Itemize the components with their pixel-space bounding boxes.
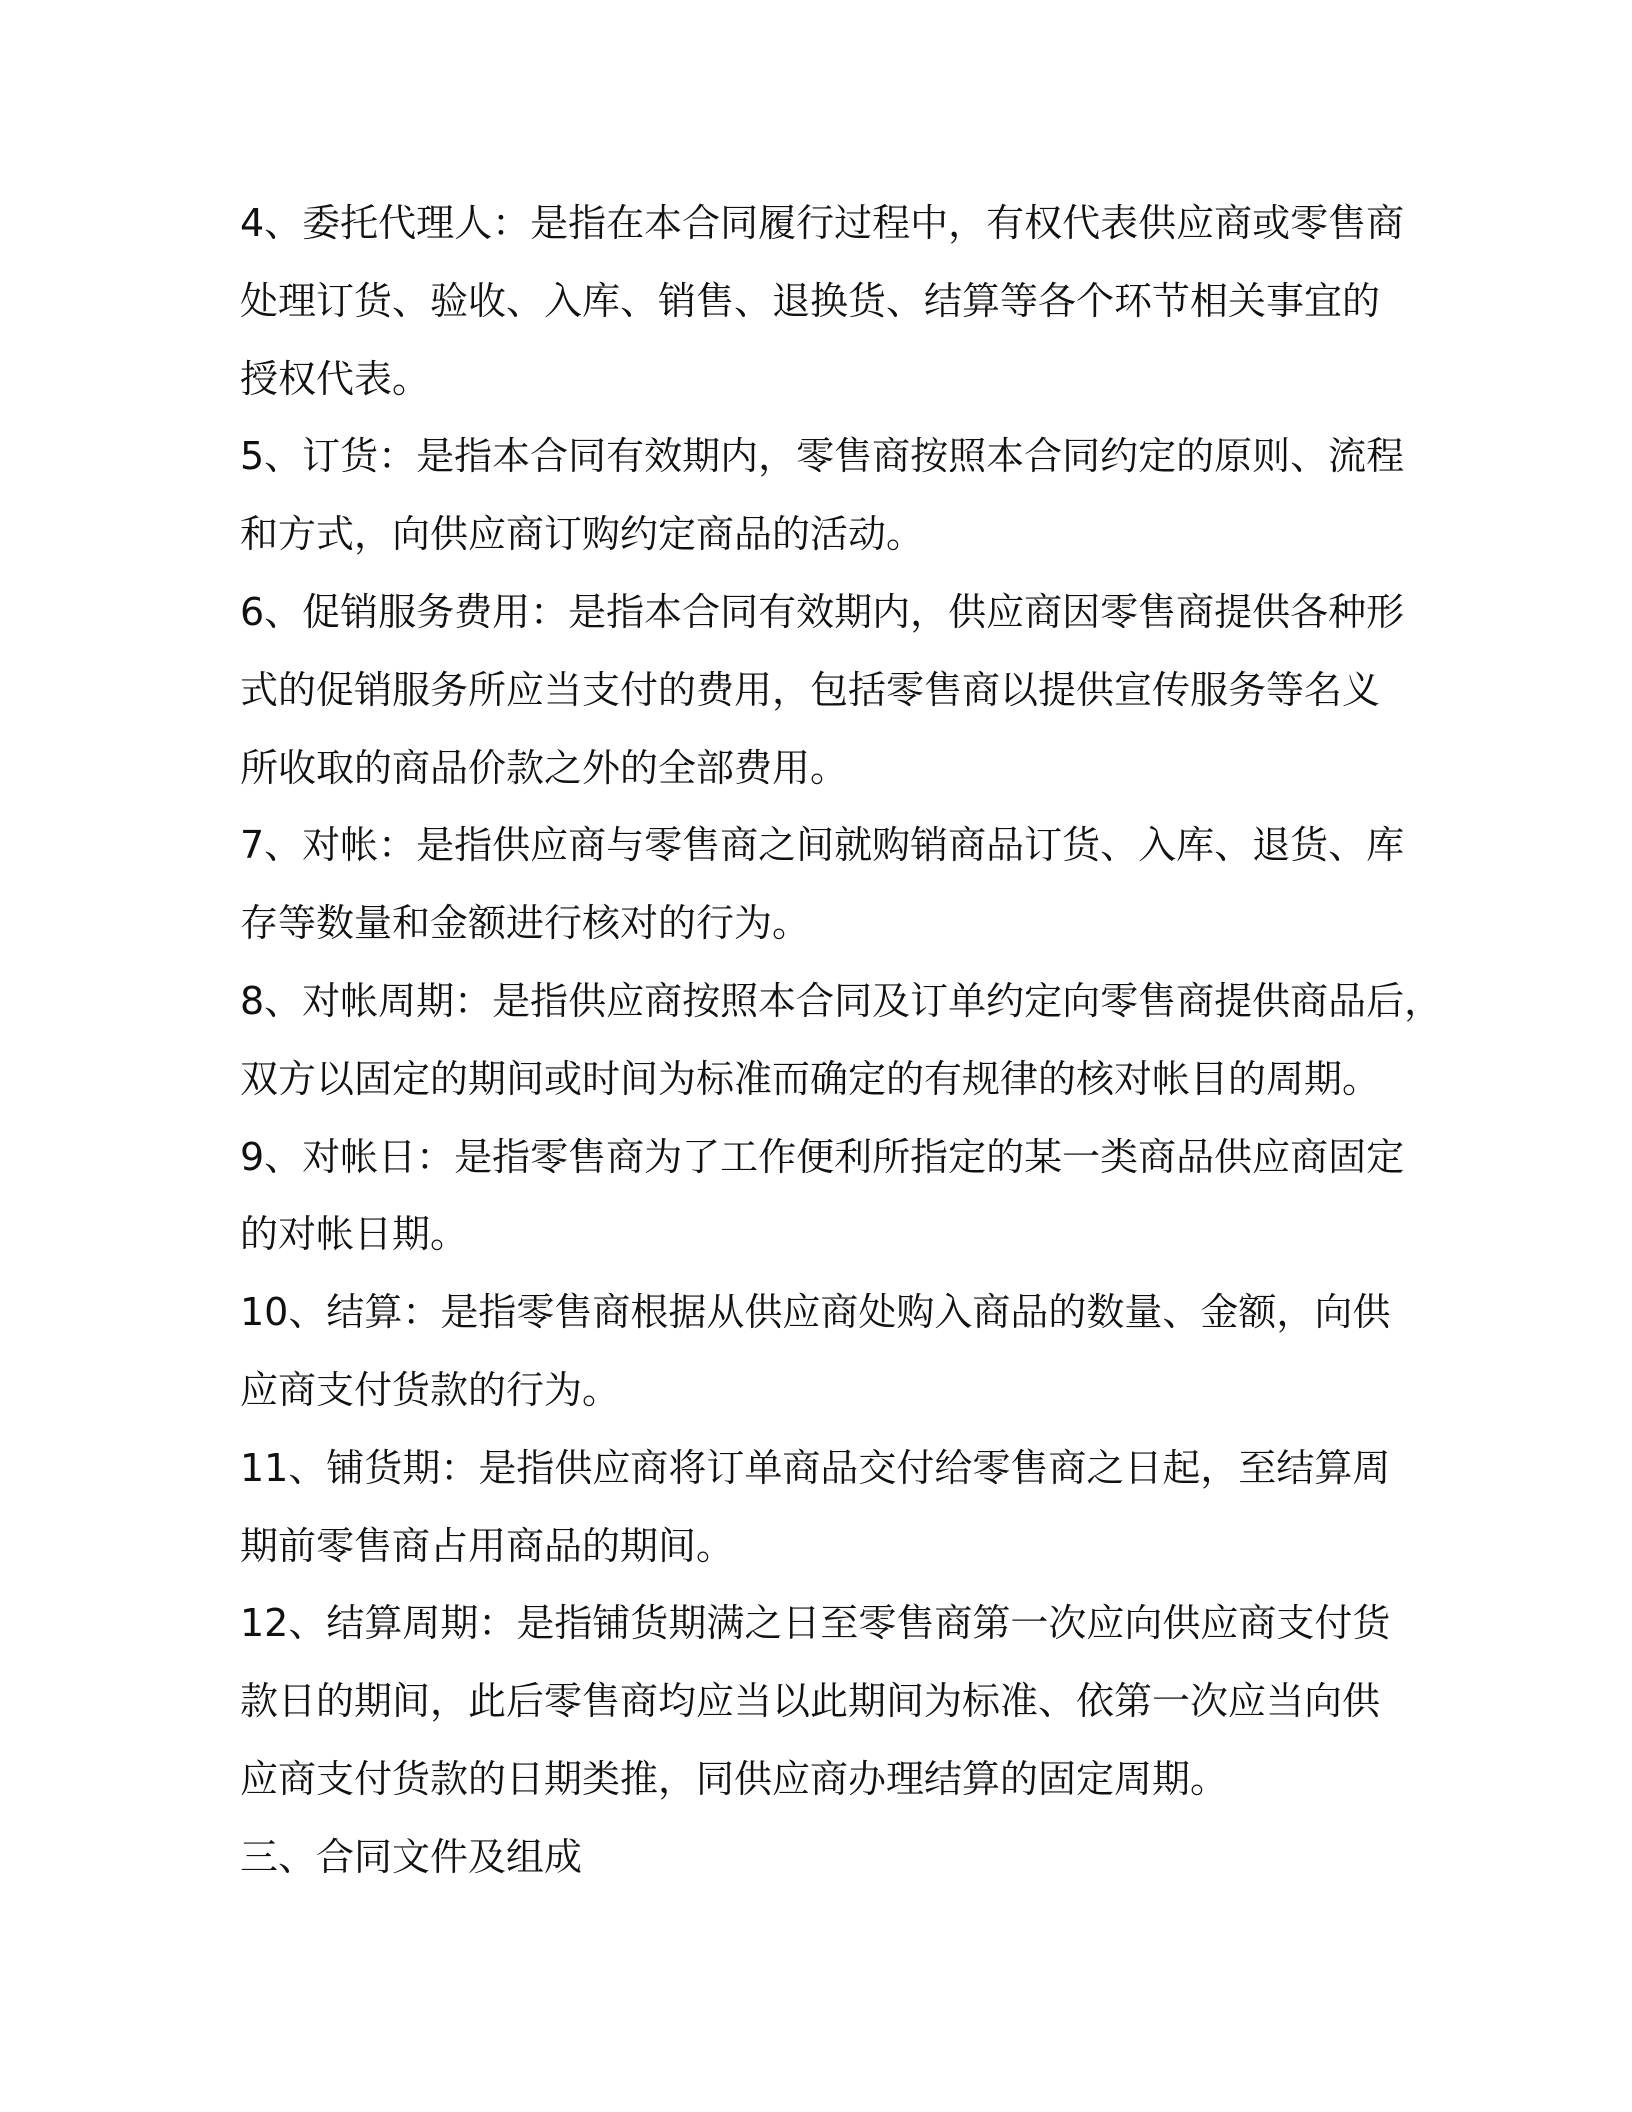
text-line: 期前零售商占用商品的期间。: [240, 1523, 735, 1568]
text-line: 双方以固定的期间或时间为标准而确定的有规律的核对帐目的周期。: [240, 1056, 1381, 1101]
text-line: 式的促销服务所应当支付的费用，包括零售商以提供宣传服务等名义: [240, 667, 1381, 712]
text-line: 款日的期间，此后零售商均应当以此期间为标准、依第一次应当向供: [240, 1679, 1381, 1724]
text-line: 4、委托代理人：是指在本合同履行过程中，有权代表供应商或零售商: [240, 201, 1405, 245]
document-body: [240, 185, 1443, 1897]
text-line: 9、对帐日：是指零售商为了工作便利所指定的某一类商品供应商固定: [240, 1134, 1405, 1179]
text-line: 存等数量和金额进行核对的行为。: [240, 901, 811, 946]
text-line: 11、铺货期：是指供应商将订单商品交付给零售商之日起，至结算周: [240, 1445, 1391, 1490]
text-line: 8、对帐周期：是指供应商按照本合同及订单约定向零售商提供商品后，: [240, 978, 1443, 1023]
section-heading: 三、合同文件及组成: [240, 1834, 583, 1879]
text-line: 的对帐日期。: [240, 1212, 469, 1257]
text-line: 处理订货、验收、入库、销售、退换货、结算等各个环节相关事宜的: [240, 278, 1381, 323]
text-line: 5、订货：是指本合同有效期内，零售商按照本合同约定的原则、流程: [240, 434, 1405, 479]
text-line: 应商支付货款的行为。: [240, 1367, 621, 1412]
text-line: 6、促销服务费用：是指本合同有效期内，供应商因零售商提供各种形: [240, 589, 1405, 634]
text-line: 应商支付货款的日期类推，同供应商办理结算的固定周期。: [240, 1756, 1229, 1801]
text-line: 7、对帐：是指供应商与零售商之间就购销商品订货、入库、退货、库: [240, 823, 1405, 868]
text-line: 和方式，向供应商订购约定商品的活动。: [240, 512, 925, 557]
text-line: 12、结算周期：是指铺货期满之日至零售商第一次应向供应商支付货: [240, 1601, 1391, 1646]
text-line: 所收取的商品价款之外的全部费用。: [240, 745, 849, 790]
text-line: 授权代表。: [240, 356, 431, 401]
text-line: 10、结算：是指零售商根据从供应商处购入商品的数量、金额，向供: [240, 1290, 1391, 1335]
